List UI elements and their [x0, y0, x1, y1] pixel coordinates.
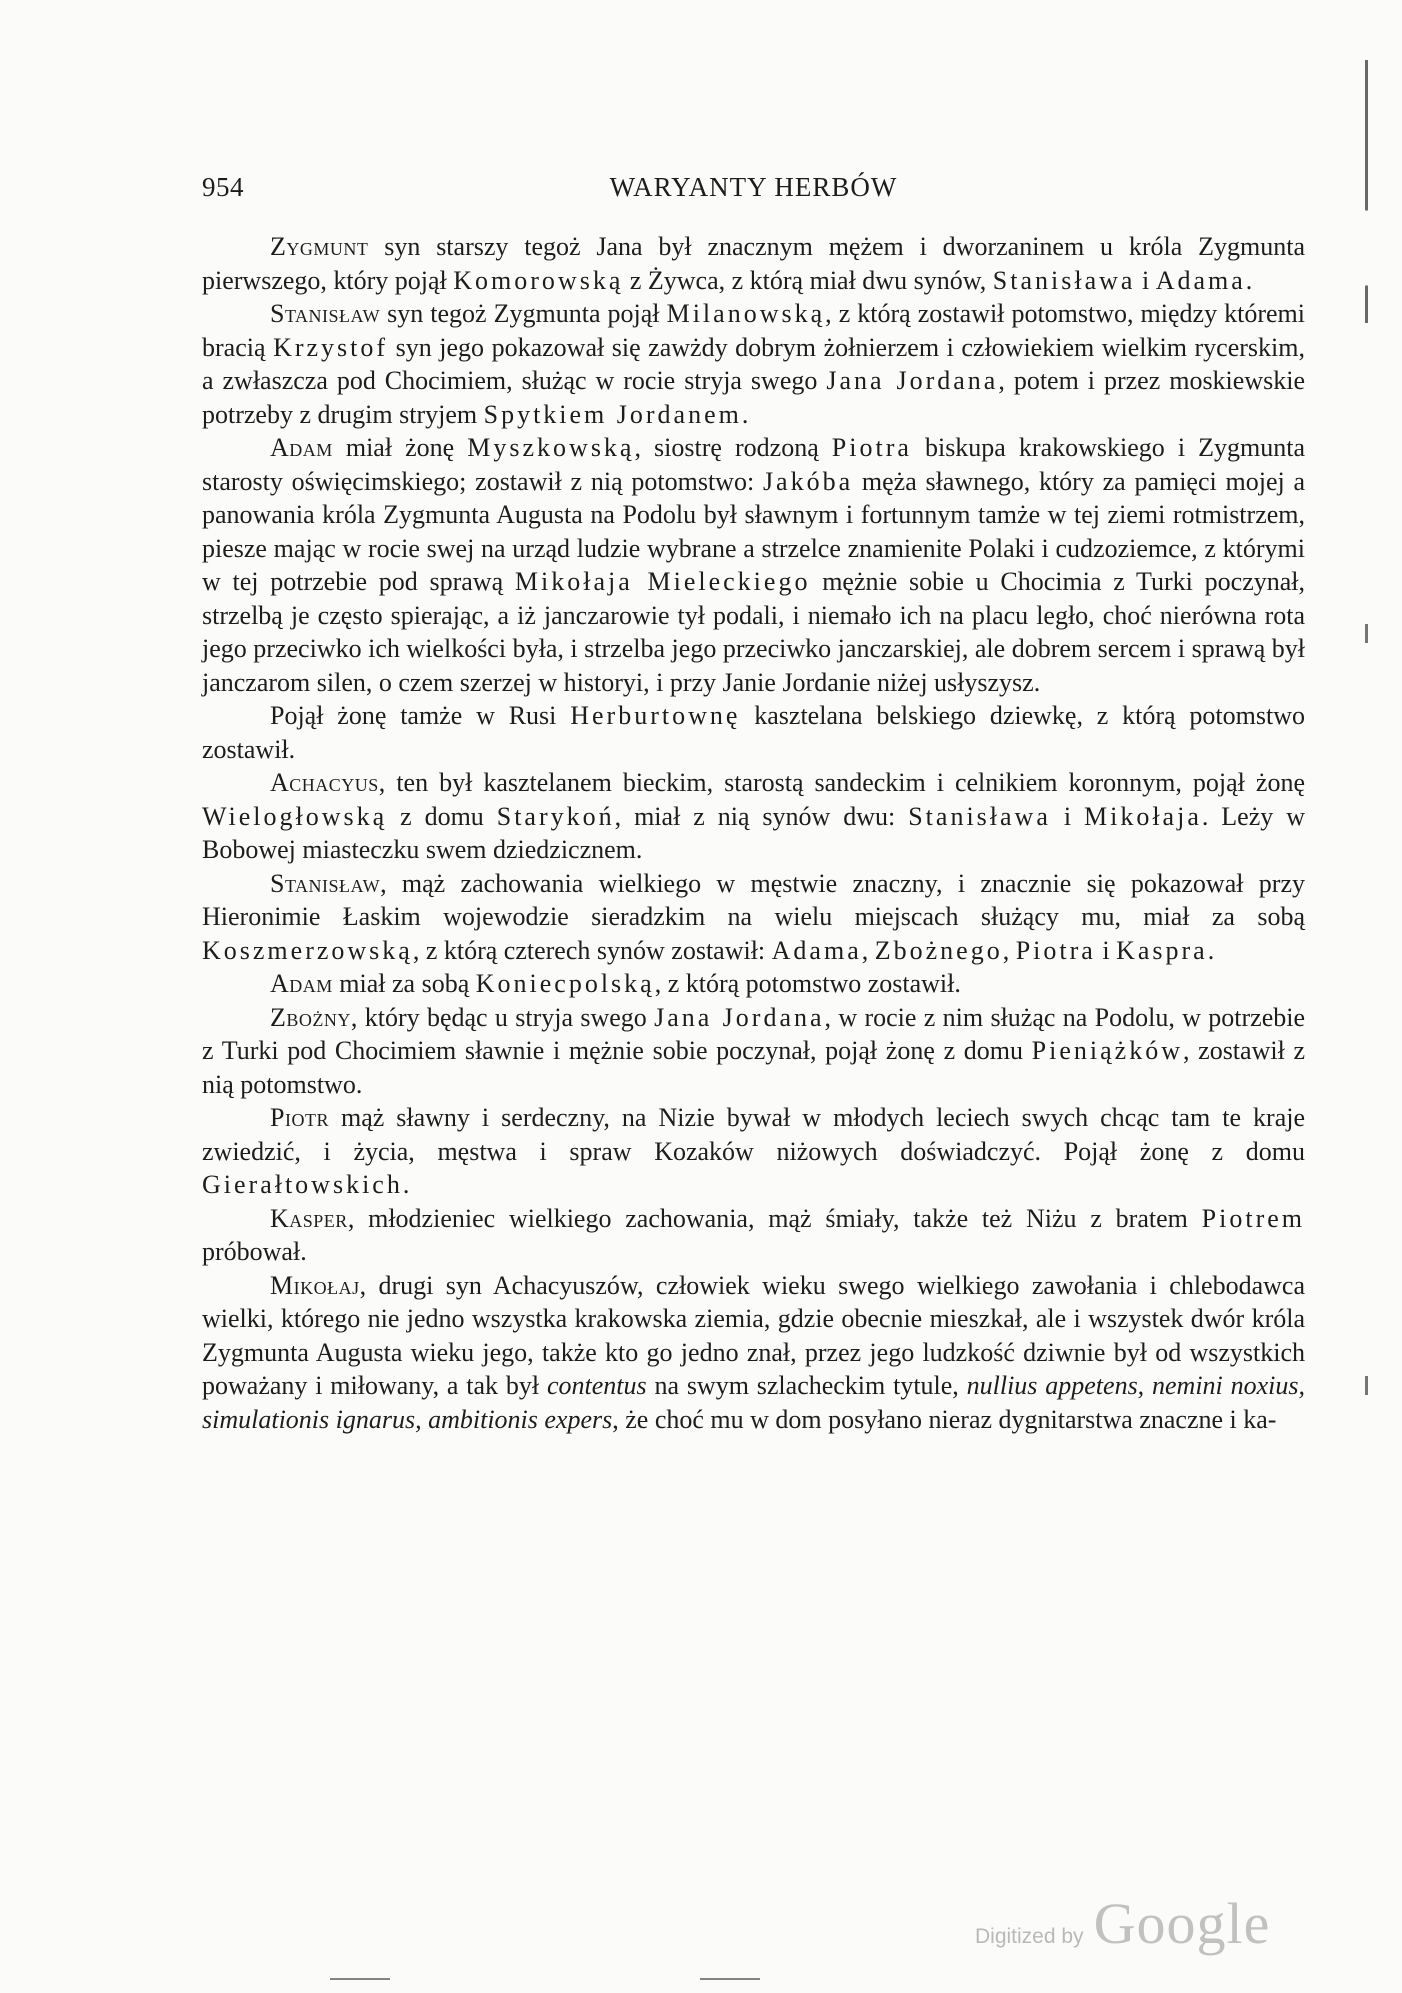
google-logo: Google — [1093, 1891, 1271, 1956]
text-run: . — [1245, 265, 1253, 295]
emphasized-name: Starykoń — [496, 801, 615, 831]
latin-phrase: contentus — [546, 1371, 647, 1400]
emphasized-name: Mikołaja — [1083, 801, 1202, 831]
text-run: z Żywca, z którą miał dwu synów, — [623, 265, 993, 295]
person-name-heading: Kasper — [270, 1203, 348, 1233]
emphasized-name: Krzystof — [273, 332, 389, 362]
text-run: , potem i przez moskiewskie potrzeby z drugim stryjem — [202, 366, 1305, 429]
emphasized-name: Myszkowską — [467, 433, 635, 462]
text-run: próbował. — [202, 1237, 307, 1266]
emphasized-name: Stanisława — [908, 801, 1051, 831]
person-name-heading: Piotr — [270, 1103, 329, 1132]
footer-rule — [700, 1978, 760, 1980]
person-name-heading: Mikołaj — [270, 1270, 360, 1300]
text-run: syn tegoż Zygmunta pojął — [380, 299, 667, 328]
text-run: , drugi syn Achacyuszów, człowiek wieku swego wielkiego zawołania i chlebodawca wielki, którego nie jedno wszystka krakowska ziemia, gdzie obecnie mieszkał, ale i wszystek dwór króla Zygmunta Augusta wieku jego, także kto go jedno znał, przez jego ludzkość dziwnie był od wszystkich poważany i miłowany, a tak był — [202, 1270, 1305, 1400]
text-run: syn jego pokazował się zawżdy dobrym żołnierzem i człowiekiem wielkim rycerskim, a zwłaszcza pod Chocimiem, służąc w rocie stryja swego — [202, 332, 1305, 395]
paragraph — [202, 297, 1305, 431]
emphasized-name: Piotra — [831, 433, 912, 462]
emphasized-name: Jana Jordana — [826, 366, 999, 395]
paragraph — [202, 1001, 1305, 1102]
emphasized-name: Adama — [771, 935, 862, 965]
text-run: , że choć mu w dom posyłano nieraz dygnitarstwa znaczne i ka- — [612, 1404, 1277, 1434]
emphasized-name: Stanisława — [992, 265, 1136, 295]
text-run: mąż sławny i serdeczny, na Nizie bywał w młodych leciech swych chcąc tam te kraje zwiedzić, i życia, męstwa i spraw Kozaków niżowych doświadczyć. Pojął żonę z domu — [202, 1103, 1305, 1166]
emphasized-name: Piotrem — [1201, 1203, 1305, 1233]
text-run: , z którą zostawił potomstwo, między któremi bracią — [202, 299, 1305, 362]
emphasized-name: Kaspra — [1116, 935, 1208, 965]
paragraph — [202, 967, 1305, 1001]
emphasized-name: Herburtownę — [570, 701, 741, 730]
text-run: . Leży w Bobowej miasteczku swem dziedzicznem. — [202, 801, 1305, 864]
emphasized-name: Gierałtowskich — [202, 1170, 403, 1199]
emphasized-name: Jana Jordana — [654, 1002, 825, 1032]
person-name-heading: Stanisław — [270, 299, 381, 328]
person-name-heading: Stanisław — [270, 868, 381, 898]
paragraph — [202, 431, 1305, 699]
person-name-heading: Zbożny — [270, 1002, 351, 1032]
scan-edge-line — [1365, 60, 1368, 1940]
emphasized-name: Spytkiem Jordanem — [483, 399, 742, 429]
text-run: i — [1135, 265, 1156, 295]
text-run: męża sławnego, który za pamięci mojej a panowania króla Zygmunta Augusta na Podolu był sławnym i fortunnym tamże w tej ziemi rotmistrzem, piesze mając w rocie swej na urząd ludzie wybrane a strzelce znamienite Polaki i cudzoziemce, z którymi w tej potrzebie pod sprawą — [202, 466, 1306, 596]
text-run: , — [861, 935, 875, 965]
emphasized-name: Koszmerzowską — [202, 935, 413, 965]
paragraph — [202, 1202, 1305, 1269]
emphasized-name: Wielogłowską — [202, 801, 388, 831]
text-run: na swym szlacheckim tytule, — [646, 1371, 967, 1400]
footer-rule — [330, 1978, 390, 1980]
text-run: , ten był kasztelanem bieckim, starostą sandeckim i celnikiem koronnym, pojął żonę — [378, 768, 1305, 797]
text-run: z domu — [387, 801, 497, 831]
text-run: , który będąc u stryja swego — [350, 1002, 655, 1032]
text-run: , — [1002, 935, 1016, 965]
text-run: . — [1207, 935, 1215, 965]
emphasized-name: Koniecpolską — [475, 969, 655, 998]
body-text — [202, 230, 1305, 1436]
text-run: , młodzieniec wielkiego zachowania, mąż śmiały, także też Niżu z bratem — [347, 1203, 1202, 1233]
text-run: , siostrę rodzoną — [634, 433, 832, 462]
text-run: , w rocie z nim służąc na Podolu, w potrzebie z Turki pod Chocimiem sławnie i mężnie sobie poczynał, pojął żonę z domu — [202, 1002, 1305, 1065]
emphasized-name: Komorowską — [453, 265, 624, 295]
running-title: WARYANTY HERBÓW — [609, 172, 898, 202]
latin-phrase: nullius appetens, nemini noxius, simulationis ignarus, ambitionis expers — [202, 1371, 1305, 1434]
person-name-heading: Zygmunt — [270, 232, 369, 261]
paragraph — [202, 699, 1305, 766]
paragraph — [202, 1269, 1305, 1437]
text-run: , zostawił z nią potomstwo. — [202, 1036, 1306, 1099]
emphasized-name: Mikołaja Mieleckiego — [514, 567, 811, 596]
paragraph — [202, 867, 1305, 968]
page-number: 954 — [202, 172, 244, 202]
text-run: miał żonę — [332, 433, 468, 462]
watermark-prefix: Digitized by — [975, 1925, 1084, 1948]
text-run: syn starszy tegoż Jana był znacznym mężem i dworzaninem u króla Zygmunta pierwszego, który pojął — [202, 232, 1305, 295]
emphasized-name: Milanowską — [666, 299, 826, 328]
text-run: kasztelana belskiego dziewkę, z którą potomstwo zostawił. — [202, 701, 1305, 764]
text-run: , miał z nią synów dwu: — [614, 801, 909, 831]
page-header — [202, 172, 1305, 212]
text-run: mężnie sobie u Chocimia z Turki poczynał, strzelbą je często spierając, a iż janczarowie tył podali, i niemało ich na placu legło, choć nierówna rota jego przeciwko ich wielkości była, i strzelba jego przeciwko janczarskiej, ale dobrem sercem i sprawą był janczarom silen, o czem szerzej w historyi, i przy Janie Jordanie niżej usłyszysz. — [202, 567, 1306, 697]
paragraph — [202, 1101, 1305, 1202]
text-run: miał za sobą — [332, 969, 476, 998]
google-watermark — [975, 1890, 1270, 1960]
text-run: Pojął żonę tamże w Rusi — [270, 701, 571, 730]
person-name-heading: Adam — [270, 433, 333, 462]
paragraph — [202, 230, 1305, 297]
person-name-heading: Achacyus — [270, 768, 379, 797]
text-run: i — [1050, 801, 1084, 831]
text-run: . — [741, 399, 749, 429]
emphasized-name: Zbożnego — [874, 935, 1003, 965]
text-run: . — [402, 1170, 410, 1199]
text-run: biskupa krakowskiego i Zygmunta starosty oświęcimskiego; zostawił z nią potomstwo: — [202, 433, 1305, 496]
text-run: , z którą czterech synów zostawił: — [412, 935, 772, 965]
emphasized-name: Adama — [1155, 265, 1246, 295]
text-run: , z którą potomstwo zostawił. — [654, 969, 961, 998]
text-run: i — [1095, 935, 1117, 965]
emphasized-name: Piotra — [1015, 935, 1096, 965]
person-name-heading: Adam — [270, 969, 333, 998]
emphasized-name: Jakóba — [762, 466, 854, 496]
text-run: , mąż zachowania wielkiego w męstwie znaczny, i znacznie się pokazował przy Hieronimie Łaskim wojewodzie sieradzkim na wielu miejscach służący mu, miał za sobą — [202, 868, 1305, 931]
emphasized-name: Pieniążków — [1031, 1036, 1183, 1065]
paragraph — [202, 766, 1305, 867]
